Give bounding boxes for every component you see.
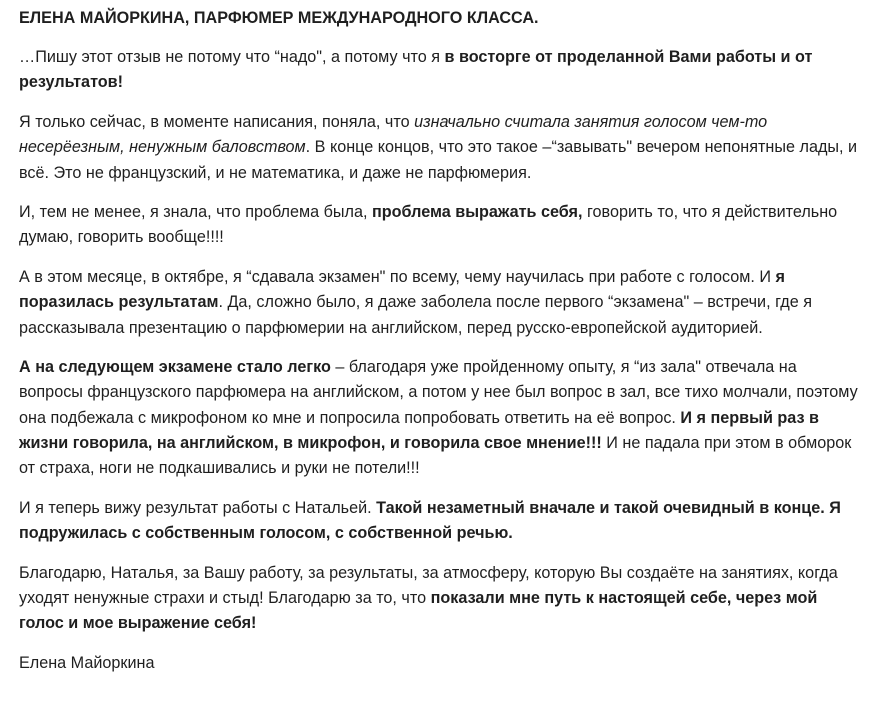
text-run: . Да, сложно было, я даже заболела после первого “экзамена" – встречи, где я рассказывала презентацию о парфюмерии на английском, перед русско-европейской аудиторией. bbox=[19, 293, 812, 337]
bold-text-run: я поразилась результатам bbox=[19, 268, 785, 312]
text-run: И, тем не менее, я знала, что проблема была, bbox=[19, 203, 372, 222]
text-run: Благодарю, Наталья, за Вашу работу, за результаты, за атмосферу, которую Вы создаёте на занятиях, когда уходят ненужные страхи и стыд! Благодарю за то, что bbox=[19, 563, 838, 607]
bold-text-run: в восторге от проделанной Вами работы и от результатов! bbox=[19, 48, 813, 92]
paragraph-first-impression bbox=[19, 110, 859, 186]
text-run: – благодаря уже пройденному опыту, я “из зала" отвечала на вопросы французского парфюмера на английском, а потом у нее был вопрос в зал, все тихо молчали, поэтому она подбежала с микрофоном ко мне и попросила попробовать ответить на её вопрос. bbox=[19, 358, 858, 427]
bold-text-run: проблема выражать себя, bbox=[371, 203, 583, 222]
signature: Елена Майоркина bbox=[19, 653, 155, 672]
text-run: говорить то, что я действительно думаю, говорить вообще!!!! bbox=[19, 203, 838, 247]
text-run: Я только сейчас, в моменте написания, поняла, что bbox=[19, 113, 415, 132]
review-document bbox=[19, 6, 859, 690]
paragraph-problem bbox=[19, 200, 859, 250]
text-run: И я теперь вижу результат работы с Натальей. bbox=[19, 498, 377, 517]
paragraph-intro bbox=[19, 45, 859, 95]
text-run: И не падала при этом в обморок от страха, ноги не подкашивались и руки не потели!!! bbox=[19, 433, 852, 478]
bold-text-run: показали мне путь к настоящей себе, через мой голос и мое выражение себя! bbox=[19, 588, 818, 633]
heading-text: ЕЛЕНА МАЙОРКИНА, ПАРФЮМЕР МЕЖДУНАРОДНОГО КЛАССА. bbox=[19, 9, 539, 27]
text-run: …Пишу этот отзыв не потому что “надо", а потому что я bbox=[19, 48, 445, 67]
paragraph-next-exam bbox=[19, 355, 859, 481]
paragraph-gratitude bbox=[19, 561, 859, 637]
text-run: . В конце концов, что это такое –“завывать" вечером непонятные лады, и всё. Это не французский, и не математика, и даже не парфюмерия. bbox=[19, 138, 858, 182]
text-run: А в этом месяце, в октябре, я “сдавала экзамен" по всему, чему научилась при работе с голосом. И bbox=[19, 268, 776, 287]
paragraph-result bbox=[19, 496, 859, 546]
paragraph-exam bbox=[19, 265, 859, 341]
bold-text-run: Такой незаметный вначале и такой очевидный в конце. Я подружилась с собственным голосом, с собственной речью. bbox=[19, 498, 841, 542]
bold-text-run: И я первый раз в жизни говорила, на английском, в микрофон, и говорила свое мнение!!! bbox=[19, 408, 819, 452]
review-heading bbox=[19, 6, 859, 31]
bold-text-run: А на следующем экзамене стало легко bbox=[19, 358, 331, 377]
italic-text-run: изначально считала занятия голосом чем-то несерёезным, ненужным баловством bbox=[19, 113, 768, 157]
